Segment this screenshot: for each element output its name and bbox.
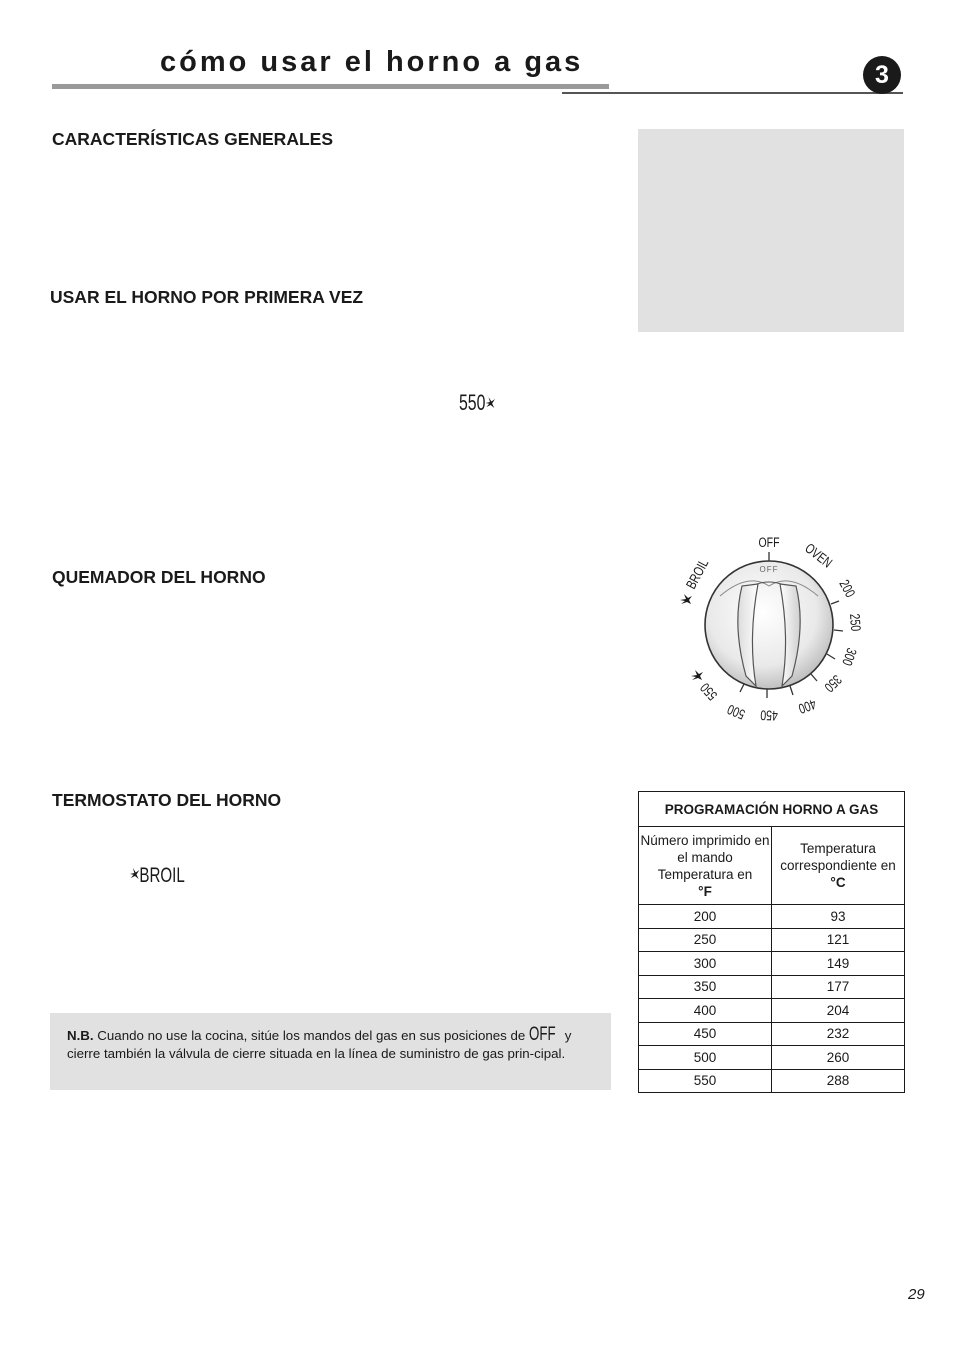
table-row [639,928,905,952]
cell-celsius: 260 [772,1046,905,1070]
note-box [50,1013,611,1090]
title-underline [52,84,609,89]
max-temp-label: 550 [459,390,486,415]
header-rule [562,92,903,94]
broil-star-icon [130,868,139,880]
heading-burner: QUEMADOR DEL HORNO [52,567,266,587]
cell-celsius: 177 [772,975,905,999]
cell-celsius: 204 [772,999,905,1023]
oven-knob-illustration [676,528,866,728]
knob-tick-200: 200 [836,577,859,601]
page-number: 29 [908,1286,925,1303]
cell-celsius: 288 [772,1069,905,1093]
gas-temperature-table [638,791,905,1093]
cell-fahrenheit: 450 [639,1022,772,1046]
cell-fahrenheit: 300 [639,952,772,976]
knob-tick-450: 450 [760,706,779,724]
table-header-f [639,827,772,905]
table-row [639,1022,905,1046]
cell-fahrenheit: 350 [639,975,772,999]
table-caption: PROGRAMACIÓN HORNO A GAS [639,792,905,827]
table-row [639,952,905,976]
note-lead: N.B. [67,1028,94,1043]
knob-tick-400: 400 [796,695,819,717]
table-row [639,999,905,1023]
knob-broil-label: BROIL [683,556,712,592]
cell-fahrenheit: 400 [639,999,772,1023]
knob-tick-300: 300 [838,645,860,668]
knob-oven-label: OVEN [801,540,836,571]
table-header-f-text: Número imprimido en el mando Temperatura en [640,832,770,882]
table-header-c-unit: °C [830,875,846,890]
table-header-f-unit: °F [698,883,712,899]
knob-tick-500: 500 [725,701,748,723]
page-title: cómo usar el horno a gas [160,46,584,78]
broil-star-icon [485,397,494,409]
knob-tick-350: 350 [821,671,845,696]
table-row [639,905,905,929]
table-row [639,1046,905,1070]
heading-general: CARACTERÍSTICAS GENERALES [52,129,333,149]
knob-off-small-label: OFF [759,565,779,574]
cell-celsius: 149 [772,952,905,976]
broil-label: BROIL [139,864,185,887]
cell-fahrenheit: 500 [639,1046,772,1070]
max-temp-symbol [459,390,495,416]
knob-off-label: OFF [758,534,780,551]
table-header-c [772,827,905,905]
knob-tick-550: 550 [697,679,721,704]
table-row [639,1069,905,1093]
sidebar-panel [638,129,904,332]
broil-symbol [130,864,185,888]
cell-celsius: 232 [772,1022,905,1046]
cell-fahrenheit: 550 [639,1069,772,1093]
chapter-badge: 3 [863,56,901,94]
note-text [67,1024,597,1062]
off-symbol: OFF [529,1024,556,1045]
cell-fahrenheit: 200 [639,905,772,929]
broil-star-icon [691,670,703,680]
cell-fahrenheit: 250 [639,928,772,952]
heading-first-use: USAR EL HORNO POR PRIMERA VEZ [50,287,364,307]
heading-thermostat: TERMOSTATO DEL HORNO [52,790,282,810]
note-text-2: y cierre también la válvula de cierre situada en la línea de suministro de gas prin-cipal. [67,1028,572,1061]
broil-star-icon [680,594,692,604]
table-header-c-text: Temperatura correspondiente en [780,841,896,873]
cell-celsius: 121 [772,928,905,952]
cell-celsius: 93 [772,905,905,929]
table-row [639,975,905,999]
knob-tick-250: 250 [846,613,864,632]
note-text-1: Cuando no use la cocina, sitúe los mandos del gas en sus posiciones de [93,1028,529,1043]
